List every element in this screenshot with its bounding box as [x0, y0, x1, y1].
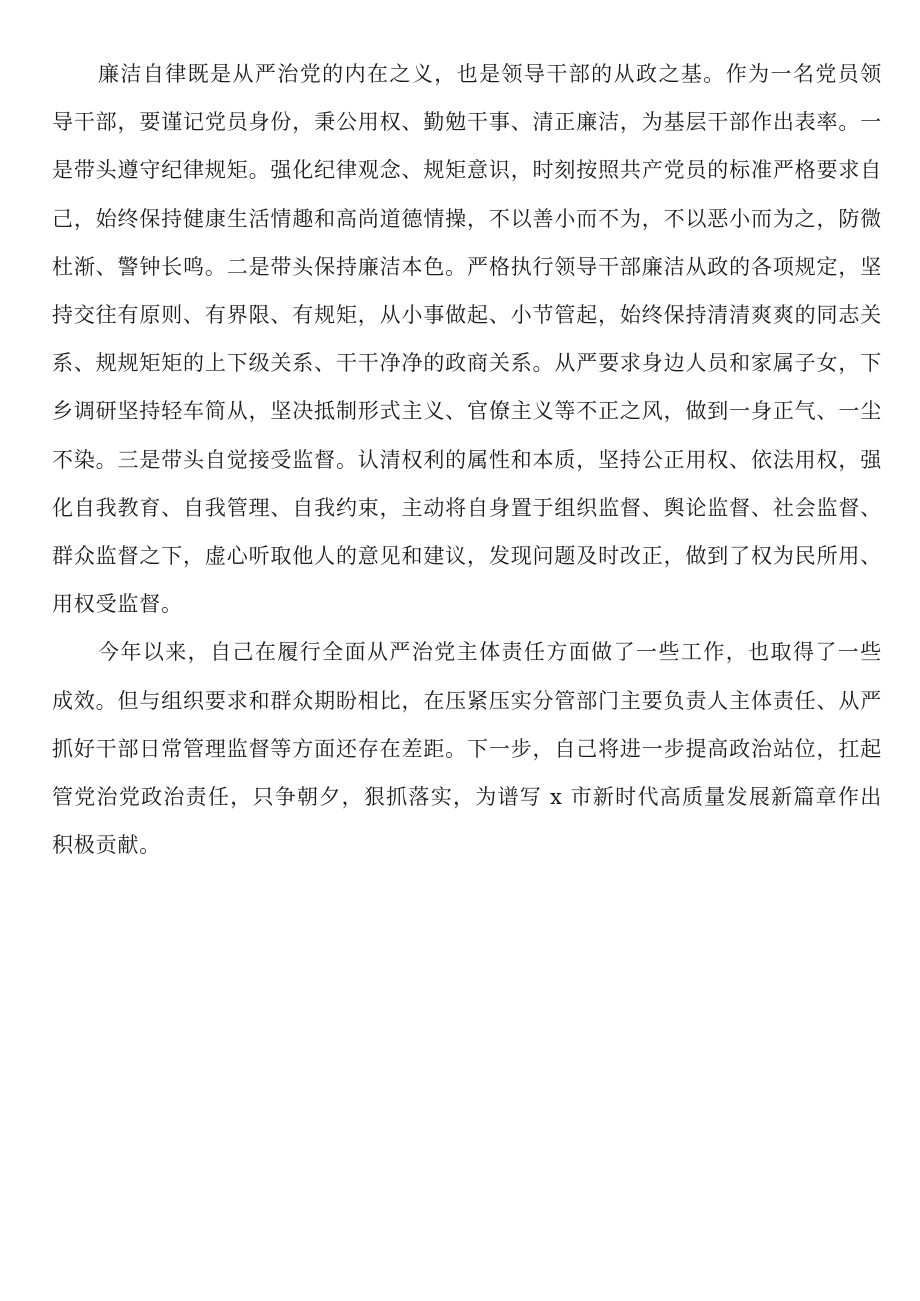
document-body [52, 50, 882, 869]
paragraph-integrity: 廉洁自律既是从严治党的内在之义，也是领导干部的从政之基。作为一名党员领导干部，要谨记党员身份，秉公用权、勤勉干事、清正廉洁，为基层干部作出表率。一是带头遵守纪律规矩。强化纪律观念、规矩意识，时刻按照共产党员的标准严格要求自己，始终保持健康生活情趣和高尚道德情操，不以善小而不为，不以恶小而为之，防微杜渐、警钟长鸣。二是带头保持廉洁本色。严格执行领导干部廉洁从政的各项规定，坚持交往有原则、有界限、有规矩，从小事做起、小节管起，始终保持清清爽爽的同志关系、规规矩矩的上下级关系、干干净净的政商关系。从严要求身边人员和家属子女，下乡调研坚持轻车简从，坚决抵制形式主义、官僚主义等不正之风，做到一身正气、一尘不染。三是带头自觉接受监督。认清权利的属性和本质，坚持公正用权、依法用权，强化自我教育、自我管理、自我约束，主动将自身置于组织监督、舆论监督、社会监督、群众监督之下，虚心听取他人的意见和建议，发现问题及时改正，做到了权为民所用、用权受监督。 [52, 62, 882, 617]
paragraph-summary: 今年以来，自己在履行全面从严治党主体责任方面做了一些工作，也取得了一些成效。但与组织要求和群众期盼相比，在压紧压实分管部门主要负责人主体责任、从严抓好干部日常管理监督等方面还存在差距。下一步，自己将进一步提高政治站位，扛起管党治党政治责任，只争朝夕，狠抓落实，为谱写 x 市新时代高质量发展新篇章作出积极贡献。 [52, 640, 882, 858]
